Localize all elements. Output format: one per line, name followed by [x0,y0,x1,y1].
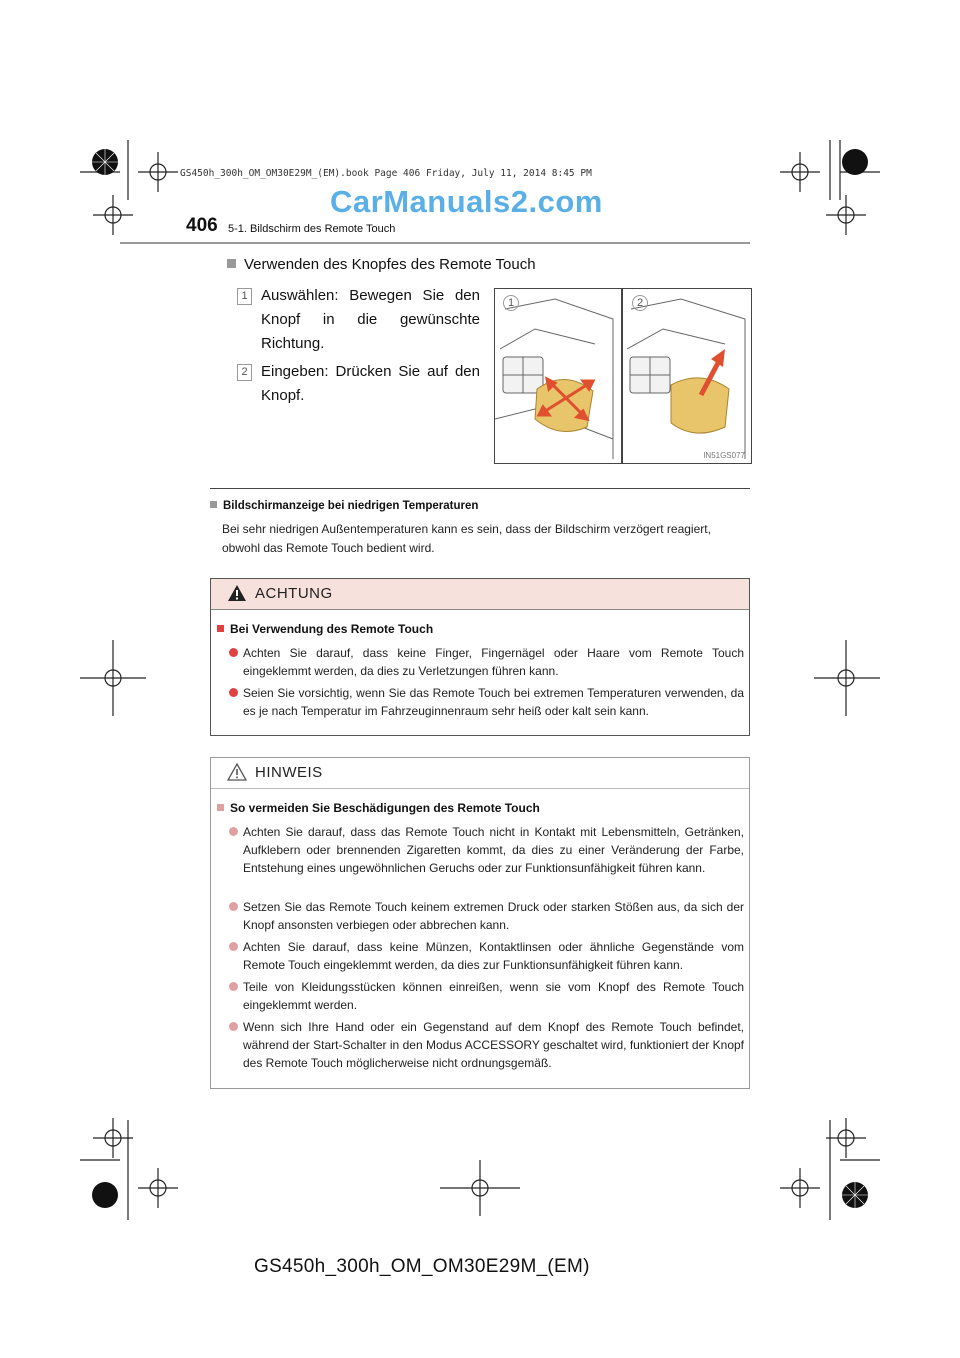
bullet-text: Wenn sich Ihre Hand oder ein Gegenstand auf dem Knopf des Remote Touch befindet, während der Start-Schalter in den Modus ACCESSORY geschaltet wird, funktioniert der Knopf des Remote Touch möglicherweise nicht ordnungsgemäß. [243,1020,744,1070]
hinweis-bullet [229,1018,744,1072]
hinweis-header [211,758,749,789]
achtung-subheading-text: Bei Verwendung des Remote Touch [230,622,434,636]
bullet-text: Achten Sie darauf, dass das Remote Touch nicht in Kontakt mit Lebensmitteln, Getränken, Aufklebern oder brennenden Zigaretten kommt, da dies zu einer Veränderung der Farbe, Entstehung eines ungewöhnlichen Geruchs oder zur Funktionsunfähigkeit führen kann. [243,825,744,875]
step-1 [237,284,480,356]
bullet-text: Seien Sie vorsichtig, wenn Sie das Remote Touch bei extremen Temperaturen verwenden, da es je nach Temperatur im Fahrzeuginnenraum sehr heiß oder kalt sein kann. [243,686,744,718]
hinweis-subheading-text: So vermeiden Sie Beschädigungen des Remote Touch [230,801,540,815]
bullet-text: Teile von Kleidungsstücken können einreißen, wenn sie vom Knopf des Remote Touch eingeklemmt werden. [243,980,744,1012]
warning-triangle-icon [227,584,247,602]
step-number-badge: 2 [237,364,252,381]
bullet-dot-icon [229,902,238,911]
page-number: 406 [186,215,218,236]
remote-touch-illustration [494,288,752,464]
square-bullet-icon [217,804,224,811]
bullet-dot-icon [229,942,238,951]
bullet-dot-icon [229,1022,238,1031]
section-title-text: Verwenden des Knopfes des Remote Touch [244,256,536,273]
bullet-text: Setzen Sie das Remote Touch keinem extremen Druck oder starken Stößen aus, da sich der Knopf ansonsten verbiegen oder abbrechen kann. [243,900,744,932]
bullet-dot-icon [229,827,238,836]
bullet-text: Achten Sie darauf, dass keine Münzen, Kontaktlinsen oder ähnliche Gegenstände vom Remote Touch eingeklemmt werden, da dies zur Funktionsunfähigkeit führen kann. [243,940,744,972]
note-heading-text: Bildschirmanzeige bei niedrigen Temperaturen [223,500,479,512]
hinweis-bullet [229,938,744,974]
achtung-title: ACHTUNG [255,585,333,602]
note-body: Bei sehr niedrigen Außentemperaturen kann es sein, dass der Bildschirm verzögert reagiert, obwohl das Remote Touch bedient wird. [222,522,711,555]
hinweis-title: HINWEIS [255,764,323,781]
header-rule [120,242,750,244]
hinweis-bullet [229,898,744,934]
bullet-text: Achten Sie darauf, dass keine Finger, Fingernägel oder Haare vom Remote Touch eingeklemmt werden, da dies zu Verletzungen führen kann. [243,646,744,678]
step-text: Auswählen: Bewegen Sie den Knopf in die gewünschte Richtung. [261,287,480,352]
section-separator [210,488,750,489]
achtung-subheading [217,622,433,636]
running-header: 5-1. Bildschirm des Remote Touch [228,223,396,235]
print-info-line: GS450h_300h_OM_OM30E29M_(EM).book Page 406 Friday, July 11, 2014 8:45 PM [180,168,592,179]
bullet-dot-icon [229,648,238,657]
bullet-dot-icon [229,982,238,991]
step-text: Eingeben: Drücken Sie auf den Knopf. [261,363,480,404]
hinweis-subheading [217,801,540,815]
hinweis-bullet [229,978,744,1014]
achtung-bullet [229,644,744,680]
step-2 [237,360,480,408]
square-bullet-icon [227,259,236,268]
figure-label-2: 2 [632,295,648,311]
achtung-header [211,579,749,610]
section-title [227,256,536,273]
caution-triangle-icon [227,763,247,781]
square-bullet-icon [210,501,217,508]
step-number-badge: 1 [237,288,252,305]
hinweis-box [210,757,750,1089]
square-bullet-icon [217,625,224,632]
hinweis-bullet [229,823,744,877]
remote-touch-drawing [495,289,751,463]
bullet-dot-icon [229,688,238,697]
figure-code: IN51GS077 [703,451,745,460]
note-heading [210,500,478,512]
figure-label-1: 1 [503,295,519,311]
footer-document-code: GS450h_300h_OM_OM30E29M_(EM) [254,1256,590,1277]
achtung-bullet [229,684,744,720]
achtung-box [210,578,750,736]
watermark-logo: CarManuals2.com [330,184,603,219]
